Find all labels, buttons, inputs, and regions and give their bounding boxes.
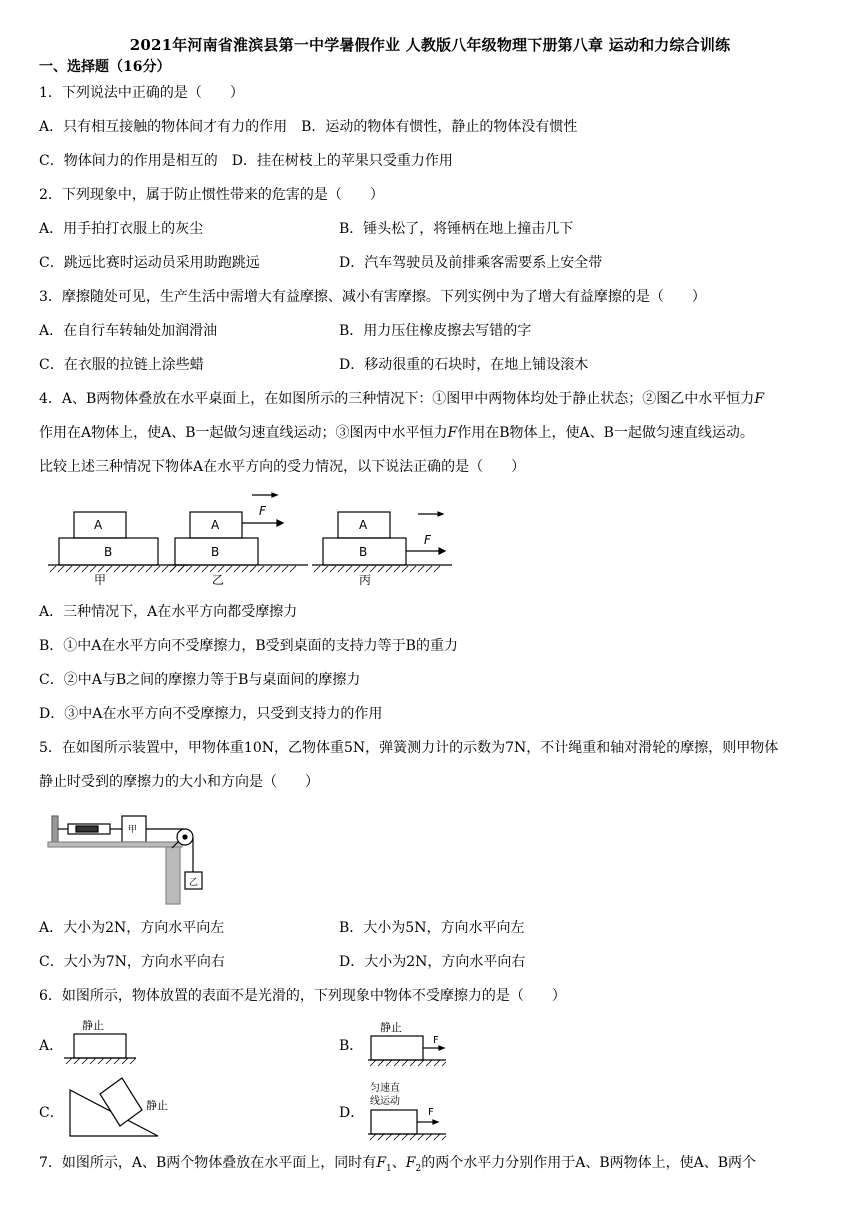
- q2-option-d: D．汽车驾驶员及前排乘客需要系上安全带: [339, 255, 603, 271]
- q5-stem-line2: 静止时受到的摩擦力的大小和方向是（ ）: [39, 774, 319, 790]
- q6-figure-a: [62, 1016, 142, 1068]
- q1-stem: 1．下列说法中正确的是（ ）: [39, 85, 244, 101]
- q3-stem: 3．摩擦随处可见，生产生活中需增大有益摩擦、减小有害摩擦。下列实例中为了增大有益摩擦的是（ ）: [39, 289, 706, 305]
- q4-stem-line2: 作用在A物体上，使A、B一起做匀速直线运动；③图丙中水平恒力F作用在B物体上，使A、B一起做匀速直线运动。: [39, 425, 754, 441]
- q5-option-d: D．大小为2N，方向水平向右: [339, 954, 526, 970]
- q6-stem: 6．如图所示，物体放置的表面不是光滑的，下列现象中物体不受摩擦力的是（ ）: [39, 988, 566, 1004]
- q7-stem: 7．如图所示，A、B两个物体叠放在水平面上，同时有$F_1$、$F_2$的两个水平力分别作用于A、B两物体上，使A、B两个: [39, 1155, 757, 1174]
- q5-fig-label-yi: 乙: [189, 878, 199, 888]
- q4-option-a: A．三种情况下，A在水平方向都受摩擦力: [39, 604, 298, 620]
- q6-b-static-text: 静止: [380, 1021, 402, 1034]
- q5-option-c: C．大小为7N，方向水平向右: [39, 954, 225, 970]
- q4-fig-a-jia: A: [94, 518, 103, 532]
- q4-option-b: B．①中A在水平方向不受摩擦力，B受到桌面的支持力等于B的重力: [39, 638, 458, 654]
- q4-fig-a-bing: A: [359, 518, 368, 532]
- q4-stem-line3: 比较上述三种情况下物体A在水平方向的受力情况，以下说法正确的是（ ）: [39, 459, 526, 475]
- q2-option-b: B．锤头松了，将锤柄在地上撞击几下: [339, 221, 574, 237]
- q6-figure-d: [366, 1080, 456, 1142]
- section-heading: 一、选择题（16分）: [39, 59, 171, 75]
- q4-fig-a-yi: A: [211, 518, 220, 532]
- q4-stem-line1: 4．A、B两物体叠放在水平桌面上，在如图所示的三种情况下：①图甲中两物体均处于静止状态；②图乙中水平恒力F: [39, 391, 765, 407]
- q5-figure: [48, 812, 208, 904]
- q6-option-b-label: B．: [339, 1038, 364, 1054]
- q1-options-cd: C．物体间力的作用是相互的 D．挂在树枝上的苹果只受重力作用: [39, 153, 453, 169]
- q4-fig-b-bing: B: [359, 545, 368, 559]
- q3-option-c: C．在衣服的拉链上涂些蜡: [39, 357, 204, 373]
- q4-fig-f-yi: F: [259, 504, 266, 518]
- q5-option-a: A．大小为2N，方向水平向左: [39, 920, 225, 936]
- q5-option-b: B．大小为5N，方向水平向左: [339, 920, 525, 936]
- q6-d-uniform-line1: 匀速直: [370, 1083, 400, 1094]
- q6-b-force-label: F: [433, 1035, 439, 1046]
- q4-fig-f-bing: F: [424, 533, 431, 547]
- q4-fig-b-yi: B: [211, 545, 220, 559]
- q5-stem-line1: 5．在如图所示装置中，甲物体重10N，乙物体重5N，弹簧测力计的示数为7N，不计绳重和轴对滑轮的摩擦，则甲物体: [39, 740, 779, 756]
- q3-option-d: D．移动很重的石块时，在地上铺设滚木: [339, 357, 589, 373]
- q6-c-static-text: 静止: [146, 1099, 168, 1112]
- q4-fig-label-jia: 甲: [94, 573, 107, 587]
- q3-option-b: B．用力压住橡皮擦去写错的字: [339, 323, 532, 339]
- q1-options-ab: A．只有相互接触的物体间才有力的作用 B．运动的物体有惯性，静止的物体没有惯性: [39, 119, 578, 135]
- q2-option-a: A．用手拍打衣服上的灰尘: [39, 221, 204, 237]
- q6-figure-b: [366, 1016, 456, 1068]
- q5-fig-label-jia: 甲: [128, 825, 138, 835]
- q4-fig-label-bing: 丙: [359, 573, 372, 587]
- q4-fig-b-jia: B: [104, 545, 113, 559]
- q6-option-c-label: C．: [39, 1105, 64, 1121]
- q4-option-d: D．③中A在水平方向不受摩擦力，只受到支持力的作用: [39, 706, 383, 722]
- q2-option-c: C．跳远比赛时运动员采用助跑跳远: [39, 255, 260, 271]
- q6-figure-c: [66, 1076, 166, 1140]
- q6-a-static-text: 静止: [82, 1019, 104, 1032]
- page-title: 2021年河南省淮滨县第一中学暑假作业 人教版八年级物理下册第八章 运动和力综合训练: [129, 36, 731, 54]
- q2-stem: 2．下列现象中，属于防止惯性带来的危害的是（ ）: [39, 187, 384, 203]
- q6-d-force-label: F: [428, 1107, 434, 1118]
- q4-figure: [40, 488, 460, 588]
- q6-d-uniform-line2: 线运动: [370, 1096, 400, 1107]
- q3-option-a: A．在自行车转轴处加润滑油: [39, 323, 218, 339]
- q6-option-a-label: A．: [39, 1038, 64, 1054]
- q6-option-d-label: D．: [339, 1105, 365, 1121]
- q4-fig-label-yi: 乙: [212, 573, 225, 587]
- q4-option-c: C．②中A与B之间的摩擦力等于B与桌面间的摩擦力: [39, 672, 361, 688]
